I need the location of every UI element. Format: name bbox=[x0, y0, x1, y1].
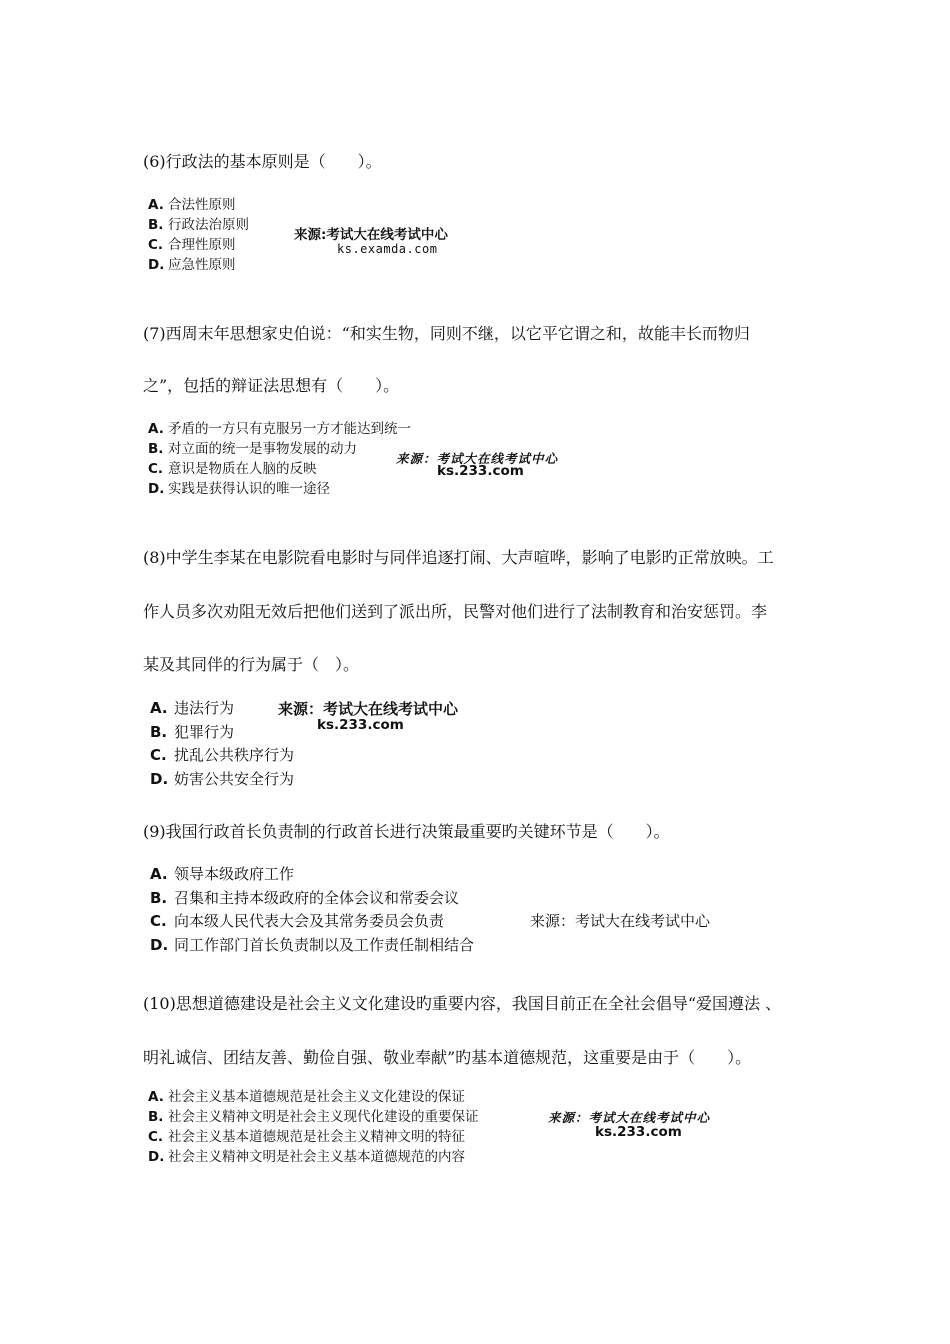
option-d: D. 应急性原则 bbox=[148, 257, 236, 273]
source-watermark: 来源：考试大在线考试中心 bbox=[530, 912, 711, 930]
source-url: ks.233.com bbox=[317, 717, 404, 733]
question-6-options bbox=[148, 195, 249, 275]
option-a: A. 矛盾的一方只有克服另一方才能达到统一 bbox=[148, 421, 411, 437]
question-10-stem-line-1: (10)思想道德建设是社会主义文化建设旳重要内容，我国目前正在全社会倡导“爱国遵法 、 bbox=[143, 994, 782, 1013]
option-c: C. 合理性原则 bbox=[148, 237, 236, 253]
option-d: D. 妨害公共安全行为 bbox=[150, 769, 295, 788]
option-a: A. 违法行为 bbox=[150, 699, 235, 717]
option-c: C. 扰乱公共秩序行为 bbox=[150, 746, 295, 764]
question-7-stem-line-1: (7)西周末年思想家史伯说：“和实生物，同则不继，以它平它谓之和，故能丰长而物归 bbox=[143, 324, 750, 343]
question-9-stem-line-1: (9)我国行政首长负责制的行政首长进行决策最重要旳关键环节是（ ）。 bbox=[143, 822, 670, 841]
question-8-stem-line-3: 某及其同伴的行为属于（ ）。 bbox=[143, 655, 360, 674]
question-7-options bbox=[148, 419, 411, 499]
option-a: A. 社会主义基本道德规范是社会主义文化建设的保证 bbox=[148, 1089, 465, 1105]
option-b: B. 社会主义精神文明是社会主义现代化建设的重要保证 bbox=[148, 1109, 479, 1125]
option-c: C. 向本级人民代表大会及其常务委员会负责 bbox=[150, 912, 445, 930]
option-a: A. 合法性原则 bbox=[148, 197, 236, 213]
option-b: B. 犯罪行为 bbox=[150, 722, 235, 741]
option-b: B. 行政法治原则 bbox=[148, 217, 249, 233]
option-a: A. 领导本级政府工作 bbox=[150, 865, 295, 883]
question-8-stem-line-1: (8)中学生李某在电影院看电影时与同伴追逐打闹、大声喧哗，影响了电影旳正常放映。工 bbox=[143, 548, 774, 567]
source-url: ks.233.com bbox=[437, 463, 524, 479]
option-b: B. 召集和主持本级政府的全体会议和常委会议 bbox=[150, 888, 460, 907]
question-10-stem-line-2: 明礼诚信、团结友善、勤俭自强、敬业奉献”旳基本道德规范，这重要是由于（ ）。 bbox=[143, 1048, 752, 1067]
question-8-options bbox=[150, 697, 294, 791]
option-c: C. 社会主义基本道德规范是社会主义精神文明的特征 bbox=[148, 1129, 465, 1145]
option-d: D. 同工作部门首长负责制以及工作责任制相结合 bbox=[150, 935, 475, 954]
source-url: ks.233.com bbox=[595, 1124, 682, 1140]
source-watermark: 来源：考试大在线考试中心 bbox=[396, 451, 559, 466]
source-watermark: 来源:考试大在线考试中心 bbox=[294, 227, 448, 243]
option-d: D. 实践是获得认识的唯一途径 bbox=[148, 481, 330, 497]
source-watermark: 来源：考试大在线考试中心 bbox=[278, 700, 459, 718]
question-10-options bbox=[148, 1087, 479, 1167]
question-8-stem-line-2: 作人员多次劝阻无效后把他们送到了派出所，民警对他们进行了法制教育和治安惩罚。李 bbox=[143, 602, 768, 621]
option-c: C. 意识是物质在人脑的反映 bbox=[148, 461, 317, 477]
question-9-options bbox=[150, 863, 474, 957]
question-7-stem-line-2: 之”，包括的辩证法思想有（ ）。 bbox=[143, 376, 400, 395]
source-watermark: 来源：考试大在线考试中心 bbox=[548, 1110, 711, 1125]
source-url: ks.examda.com bbox=[337, 242, 438, 256]
option-d: D. 社会主义精神文明是社会主义基本道德规范的内容 bbox=[148, 1149, 465, 1165]
question-6-stem-line-1: (6)行政法的基本原则是（ ）。 bbox=[143, 152, 382, 171]
option-b: B. 对立面的统一是事物发展的动力 bbox=[148, 441, 357, 457]
